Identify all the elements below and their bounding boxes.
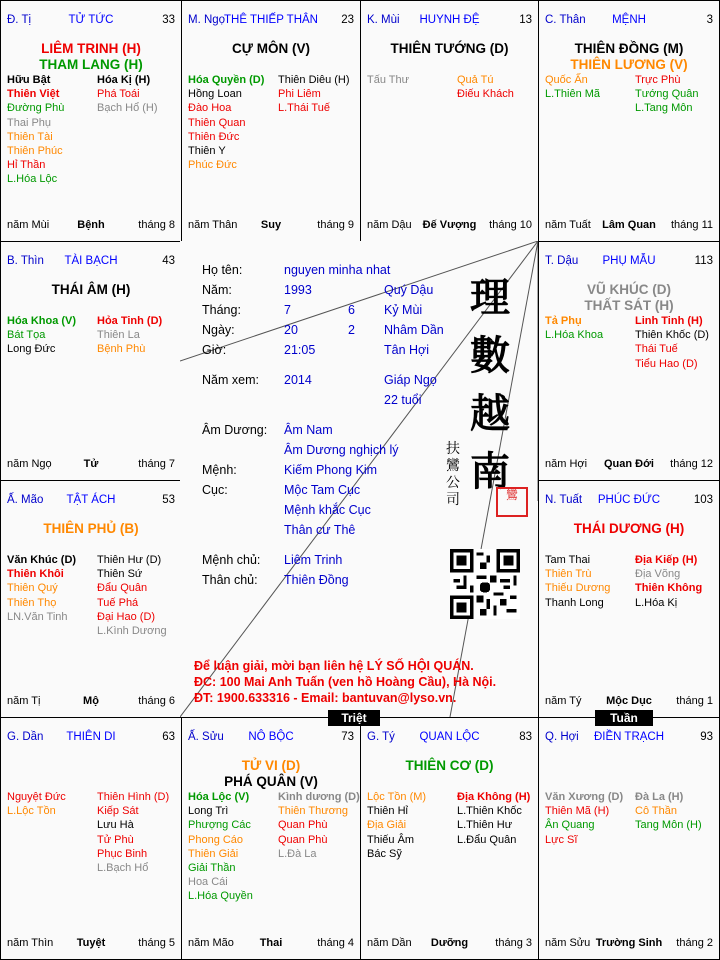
major-stars [182,41,360,57]
palace-footer [367,219,532,233]
minor-stars-right [457,790,530,847]
major-star: THÁI ÂM (H) [51,282,131,297]
minor-star: Đà La (H) [635,791,684,803]
minor-stars-left [7,314,76,357]
tuan-tag: Tuần [595,710,653,726]
minor-star: Hỏa Tinh (D) [97,315,163,327]
minor-star: Điếu Khách [457,88,514,101]
nam-xem-can-chi: Giáp Ngọ [384,373,437,387]
minor-star: Đào Hoa [188,102,232,115]
palace-branch: K. Mùi [367,14,400,26]
thang-am-lich: 6 [348,303,355,317]
minor-star: Thiên Hỉ [367,805,408,818]
minor-stars-left [7,790,66,818]
minor-star: Hỉ Thần [7,159,46,172]
menh-khac-cuc: Mệnh khắc Cục [284,503,371,517]
minor-stars-right [97,553,167,638]
minor-star: Lực Sĩ [545,833,578,846]
minor-star: Tả Phụ [545,315,582,327]
palace-name: TỬ TỨC [68,14,114,26]
palace-month: tháng 10 [489,219,532,231]
palace-branch: Ấ. Mão [7,494,44,506]
major-stars [1,282,181,298]
minor-star: Thiên Khôi [7,568,64,581]
palace-header [7,494,175,510]
minor-star: L.Lộc Tồn [7,805,56,818]
minor-stars-right [457,73,514,101]
palace-name: PHỤ MẪU [602,255,656,267]
red-seal: 鸞 [496,487,528,517]
minor-stars-right [635,73,699,116]
palace-footer [7,219,175,233]
major-star: VŨ KHÚC (D) [587,282,671,297]
minor-stars-right [97,790,169,875]
major-stars [361,758,538,774]
palace-hoi[interactable] [538,717,720,960]
palace-stage: Quan Đới [604,458,654,470]
palace-footer [545,458,713,472]
minor-star: Tấu Thư [367,74,410,86]
ngay-value: 20 [284,323,298,337]
palace-stage: Mộc Dục [606,695,652,707]
minor-star: Phong Cáo [188,833,244,846]
major-star: THIÊN CƠ (D) [405,758,494,773]
minor-star: Long Trì [188,805,229,818]
gio-value: 21:05 [284,343,316,357]
minor-star: Hóa Khoa (V) [7,315,77,327]
palace-name: THIÊN DI [66,731,116,743]
minor-star: Địa Không (H) [457,791,531,803]
minor-star: Lưu Hà [97,819,134,832]
minor-stars-left [367,790,426,861]
palace-number: 23 [341,14,354,26]
major-star: LIÊM TRINH (H) [41,41,141,56]
palace-footer [545,937,713,951]
palace-name: MỆNH [612,14,646,26]
minor-star: L.Thái Tuế [278,102,330,115]
palace-name: TÀI BẠCH [64,255,118,267]
minor-star: L.Đà La [278,847,317,860]
palace-year: năm Dậu [367,219,412,231]
major-star: TỬ VI (D) [241,758,301,773]
palace-stage: Lâm Quan [602,219,656,231]
minor-stars-left [7,73,64,187]
palace-branch: N. Tuất [545,494,583,506]
palace-branch: C. Thân [545,14,586,26]
minor-star: Phá Toái [97,88,140,101]
palace-branch: Q. Hợi [545,731,579,743]
minor-star: L.Hóa Quyền [188,890,253,903]
ho-ten-label: Họ tên: [202,263,243,277]
palace-branch: M. Ngọ [188,14,226,26]
minor-star: Bạch Hổ (H) [97,102,158,115]
minor-star: Thiếu Dương [545,582,611,595]
minor-star: Thiếu Âm [367,833,415,846]
ngay-label: Ngày: [202,323,235,337]
cuc-label: Cục: [202,483,228,497]
palace-header [188,14,354,30]
minor-star: Trực Phù [635,74,681,86]
palace-branch: G. Tý [367,731,395,743]
am-duong-value: Âm Nam [284,423,333,437]
palace-mao[interactable] [0,480,182,718]
palace-number: 33 [162,14,175,26]
minor-star: Phục Binh [97,847,148,860]
minor-stars-right [278,73,350,116]
calligraphy: 理 數 越 南 [470,274,510,495]
minor-star: Kiếp Sát [97,805,139,818]
palace-header [545,731,713,747]
minor-star: LN.Văn Tinh [7,610,68,623]
palace-number: 73 [341,731,354,743]
menh-chu-value: Liêm Trinh [284,553,343,567]
minor-star: Thiên Quý [7,582,58,595]
palace-stage: Mộ [83,695,99,707]
minor-star: Tuế Phá [97,596,139,609]
minor-star: Thiên Trù [545,568,592,581]
palace-number: 53 [162,494,175,506]
palace-year: năm Sửu [545,937,591,949]
minor-star: Bát Tọa [7,329,46,342]
am-duong-ly: Âm Dương nghịch lý [284,443,399,457]
nam-label: Năm: [202,283,232,297]
ho-ten-value: nguyen minha nhat [284,263,391,277]
triet-tag: Triệt [328,710,380,726]
minor-star: Thiên Hình (D) [97,791,170,803]
thang-can-chi: Kỷ Mùi [384,303,423,317]
minor-star: Tướng Quân [635,88,699,101]
minor-star: L.Tang Môn [635,102,693,115]
minor-star: L.Thiên Hư [457,819,513,832]
minor-star: Bệnh Phù [97,343,146,356]
cuc-value: Mộc Tam Cục [284,483,361,497]
minor-star: Thiên Diêu (H) [278,74,350,86]
palace-year: năm Tý [545,695,582,707]
major-stars [182,758,360,790]
palace-year: năm Ngọ [7,458,52,470]
minor-stars-left [188,790,253,904]
major-stars [539,41,719,73]
calligraphy-small: 扶 鸞 公 司 [446,441,460,508]
palace-header [188,731,354,747]
palace-than[interactable] [538,0,720,242]
palace-stage: Bệnh [77,219,105,231]
major-star: THÁI DƯƠNG (H) [573,521,685,536]
palace-month: tháng 8 [138,219,175,231]
major-star: THIÊN TƯỚNG (D) [390,41,509,56]
palace-stage: Suy [260,219,282,231]
minor-star: Văn Khúc (D) [7,554,77,566]
palace-dan[interactable] [0,717,182,960]
palace-stage: Dưỡng [430,937,469,949]
minor-star: Quốc Ấn [545,74,588,86]
minor-star: Tử Phù [97,833,134,846]
minor-star: Địa Giải [367,819,407,832]
minor-star: Hoa Cái [188,876,228,889]
minor-star: Thiên Tài [7,130,53,143]
palace-name: ĐIỀN TRẠCH [593,731,665,743]
palace-name: THÊ THIẾP THÂN [224,14,318,26]
minor-star: Thiên Giải [188,847,239,860]
menh-chu-label: Mệnh chủ: [202,553,261,567]
palace-header [367,731,532,747]
minor-star: Thanh Long [545,596,604,609]
minor-star: Thiên Khốc (D) [635,329,709,342]
major-star: THAM LANG (H) [39,57,143,72]
minor-star: Địa Võng [635,568,681,581]
palace-footer [545,219,713,233]
nam-value: 1993 [284,283,312,297]
palace-year: năm Tuất [545,219,591,231]
palace-stage: Tuyệt [76,937,106,949]
major-stars [539,282,719,314]
qr-code-icon[interactable] [450,549,520,619]
thang-value: 7 [284,303,291,317]
minor-star: Bác Sỹ [367,847,402,860]
minor-stars-right [278,790,360,861]
minor-star: Hóa Quyền (D) [188,74,265,86]
palace-month: tháng 1 [676,695,713,707]
minor-stars-left [545,73,600,101]
major-stars [539,521,719,537]
major-star: THẤT SÁT (H) [584,298,674,313]
minor-star: Cô Thần [635,805,677,818]
palace-stage: Thai [259,937,283,949]
major-star: THIÊN PHỦ (B) [43,521,139,536]
palace-number: 103 [693,494,713,506]
palace-header [7,731,175,747]
minor-star: Thiên Y [188,145,226,158]
major-stars [1,41,181,73]
minor-star: L.Hóa Kị [635,596,678,609]
minor-star: Thiên Quan [188,116,246,129]
ngay-can-chi: Nhâm Dần [384,323,444,337]
palace-ngo[interactable] [181,0,361,242]
palace-number: 83 [519,731,532,743]
palace-month: tháng 2 [676,937,713,949]
contact-address: ĐC: 100 Mai Anh Tuấn (ven hồ Hoàng Cầu), Hà Nội. [194,675,497,689]
palace-year: năm Mùi [7,219,50,231]
palace-header [545,14,713,30]
gio-can-chi: Tân Hợi [384,343,430,357]
palace-year: năm Thìn [7,937,54,949]
nam-xem-value: 2014 [284,373,312,387]
palace-name: TẬT ÁCH [66,494,116,506]
palace-number: 93 [700,731,713,743]
contact-phone-email[interactable]: ĐT: 1900.633316 - Email: bantuvan@lyso.vn. [194,691,457,705]
minor-star: Thiên Sứ [97,568,143,581]
minor-stars-right [635,553,702,610]
minor-star: Thiên Thương [278,805,349,818]
palace-footer [367,937,532,951]
tuoi-value: 22 tuổi [384,393,422,407]
major-stars [361,41,538,57]
palace-month: tháng 6 [138,695,175,707]
palace-number: 13 [519,14,532,26]
palace-stage: Tử [83,458,99,470]
minor-star: Thiên Không [635,582,703,595]
minor-star: Tiểu Hao (D) [635,357,698,370]
minor-star: Thiên Hư (D) [97,554,162,566]
palace-header [7,255,175,271]
minor-stars-left [545,314,603,342]
minor-star: Thái Tuế [635,343,678,356]
contact-line-1: Để luận giải, mời bạn liên hệ LÝ SỐ HỘI QUÁN. [194,659,474,673]
minor-stars-right [635,790,702,833]
palace-dau[interactable] [538,241,720,481]
minor-star: Hóa Lộc (V) [188,791,250,803]
minor-star: L.Thiên Mã [545,88,601,101]
palace-month: tháng 5 [138,937,175,949]
palace-number: 63 [162,731,175,743]
ngay-am-lich: 2 [348,323,355,337]
minor-star: Kình dương (D) [278,791,360,803]
palace-footer [545,695,713,709]
palace-stage: Đế Vượng [422,219,477,231]
palace-branch: T. Dậu [545,255,579,267]
minor-star: Đường Phù [7,102,65,115]
palace-ty[interactable] [360,717,539,960]
minor-star: Linh Tinh (H) [635,315,703,327]
minor-star: Đẩu Quân [97,582,148,595]
minor-star: Quan Phù [278,833,328,846]
palace-footer [7,695,175,709]
major-star: THIÊN ĐỒNG (M) [574,41,684,56]
palace-branch: B. Thìn [7,255,44,267]
palace-header [7,14,175,30]
minor-star: Hữu Bật [7,74,51,86]
am-duong-label: Âm Dương: [202,423,268,437]
minor-star: Thiên Việt [7,88,60,101]
nam-xem-label: Năm xem: [202,373,259,387]
minor-stars-right [97,73,158,116]
minor-star: Ân Quang [545,819,595,832]
palace-number: 113 [694,255,713,267]
minor-stars-left [367,73,409,87]
palace-month: tháng 3 [495,937,532,949]
minor-star: Quả Tú [457,74,494,86]
minor-star: Long Đức [7,343,56,356]
palace-name: HUYNH ĐỆ [419,14,480,26]
minor-star: Phi Liêm [278,88,321,101]
palace-footer [188,937,354,951]
minor-star: Thiên Đức [188,130,240,143]
minor-star: Quan Phù [278,819,328,832]
minor-star: Giải Thần [188,862,236,875]
palace-year: năm Hợi [545,458,588,470]
minor-stars-left [188,73,264,172]
palace-month: tháng 11 [670,219,713,231]
major-star: PHÁ QUÂN (V) [224,774,318,789]
palace-mui[interactable] [360,0,539,242]
minor-star: Thiên Mã (H) [545,805,610,818]
palace-number: 43 [162,255,175,267]
minor-star: L.Hóa Khoa [545,329,604,342]
menh-label: Mệnh: [202,463,237,477]
palace-header [545,494,713,510]
palace-footer [188,219,354,233]
palace-branch: G. Dần [7,731,44,743]
minor-star: Địa Kiếp (H) [635,554,698,566]
minor-star: L.Hóa Lộc [7,173,58,186]
menh-value: Kiếm Phong Kim [284,463,378,477]
palace-month: tháng 9 [317,219,354,231]
center-info-panel [180,241,538,717]
minor-star: Tam Thai [545,554,591,566]
palace-branch: Ấ. Sửu [188,731,224,743]
palace-name: PHÚC ĐỨC [597,494,661,506]
major-stars [1,521,181,537]
than-cu: Thân cư Thê [284,523,356,537]
palace-month: tháng 4 [317,937,354,949]
minor-star: Nguyệt Đức [7,791,66,803]
minor-star: Hồng Loan [188,88,242,101]
palace-footer [7,458,175,472]
minor-star: Tang Môn (H) [635,819,702,832]
palace-ti[interactable] [0,0,182,242]
palace-name: QUAN LỘC [419,731,480,743]
palace-stage: Trường Sinh [595,937,663,949]
minor-star: L.Kình Dương [97,625,167,638]
palace-footer [7,937,175,951]
palace-header [367,14,532,30]
palace-header [545,255,713,271]
palace-tuat[interactable] [538,480,720,718]
palace-number: 3 [706,14,713,26]
palace-suu[interactable] [181,717,361,960]
minor-star: Thai Phụ [7,116,52,129]
palace-year: năm Tị [7,695,41,707]
palace-branch: Đ. Tị [7,14,32,26]
minor-star: Thiên Phúc [7,145,63,158]
minor-stars-left [545,553,610,610]
palace-name: NÔ BỘC [248,731,294,743]
palace-year: năm Mão [188,937,234,949]
thang-label: Tháng: [202,303,241,317]
palace-month: tháng 7 [138,458,175,470]
minor-stars-left [7,553,76,624]
palace-month: tháng 12 [670,458,713,470]
than-chu-value: Thiên Đồng [284,573,349,587]
palace-thin[interactable] [0,241,182,481]
minor-star: L.Bạch Hổ [97,862,149,875]
minor-stars-right [97,314,162,357]
minor-star: Đại Hao (D) [97,610,156,623]
minor-star: Văn Xương (D) [545,791,624,803]
gio-label: Giờ: [202,343,227,357]
minor-star: L.Đẩu Quân [457,833,517,846]
palace-year: năm Thân [188,219,238,231]
minor-stars-left [545,790,623,847]
than-chu-label: Thân chủ: [202,573,258,587]
minor-star: Lộc Tồn (M) [367,791,427,803]
minor-star: Phúc Đức [188,159,237,172]
major-star: CỰ MÔN (V) [232,41,310,56]
minor-star: Hóa Kị (H) [97,74,151,86]
minor-star: L.Thiên Khốc [457,805,522,818]
major-star: THIÊN LƯƠNG (V) [570,57,688,72]
minor-star: Phượng Các [188,819,251,832]
minor-star: Thiên La [97,329,140,342]
palace-year: năm Dần [367,937,412,949]
minor-star: Thiên Thọ [7,596,57,609]
nam-can-chi: Quý Dậu [384,283,434,297]
minor-stars-right [635,314,709,371]
